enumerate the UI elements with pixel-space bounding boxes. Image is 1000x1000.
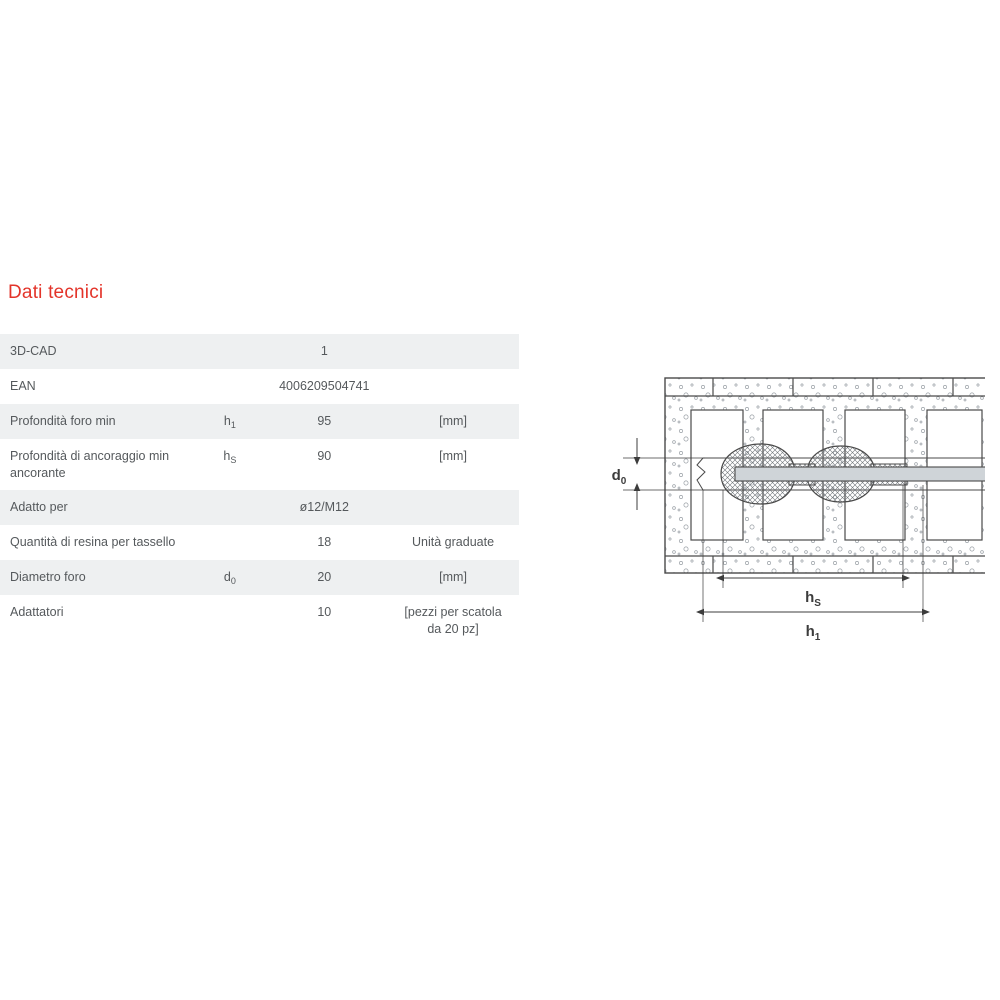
row-symbol (198, 595, 261, 647)
row-label: Adattatori (0, 595, 198, 647)
row-label: Adatto per (0, 490, 198, 525)
row-symbol-base: h (223, 448, 231, 463)
row-value: ø12/M12 (262, 490, 388, 525)
row-unit (387, 490, 519, 525)
row-symbol (198, 560, 261, 595)
table-row (0, 560, 519, 595)
diagram-svg (545, 360, 985, 650)
row-unit (387, 334, 519, 369)
row-unit-line1: [mm] (439, 448, 467, 463)
table-row (0, 525, 519, 560)
label-hs-base: h (805, 589, 815, 606)
table-row (0, 334, 519, 369)
row-symbol (198, 369, 261, 404)
row-value: 95 (262, 404, 388, 439)
label-d0-sub: 0 (620, 476, 627, 487)
row-symbol (198, 334, 261, 369)
label-d0 (612, 467, 627, 487)
row-symbol (198, 525, 261, 560)
row-label: Profondità di ancoraggio min ancorante (0, 439, 198, 491)
label-h1-sub: 1 (814, 632, 821, 643)
label-h1-base: h (805, 623, 815, 640)
row-unit (387, 560, 519, 595)
row-symbol-sub: 1 (230, 419, 236, 430)
row-unit (387, 595, 519, 647)
table-row (0, 439, 519, 491)
label-d0-base: d (611, 467, 621, 484)
table-row (0, 369, 519, 404)
row-symbol (198, 439, 261, 491)
anchor-installation-diagram (545, 360, 985, 650)
row-label: 3D-CAD (0, 334, 198, 369)
row-unit-line1: Unità graduate (412, 535, 495, 550)
row-value: 1 (262, 334, 388, 369)
row-symbol (198, 490, 261, 525)
row-unit (387, 404, 519, 439)
row-unit (387, 439, 519, 491)
row-value: 4006209504741 (262, 369, 388, 404)
row-symbol-base: h (223, 413, 231, 428)
row-unit (387, 525, 519, 560)
table-body (0, 334, 519, 647)
label-hs (805, 589, 821, 609)
row-symbol-sub: S (230, 454, 237, 465)
row-unit-line1: [mm] (439, 413, 467, 428)
row-unit (387, 369, 519, 404)
row-label: EAN (0, 369, 198, 404)
row-value: 90 (262, 439, 388, 491)
row-unit-line2: da 20 pz] (427, 621, 479, 636)
row-symbol-sub: 0 (230, 576, 236, 587)
table-row (0, 404, 519, 439)
table-row (0, 490, 519, 525)
label-hs-sub: S (814, 598, 821, 609)
row-unit-line1: [pezzi per scatola (404, 605, 502, 619)
row-value: 18 (262, 525, 388, 560)
row-value: 20 (262, 560, 388, 595)
row-symbol (198, 404, 261, 439)
row-symbol-base: d (223, 570, 231, 585)
row-unit-line1: [mm] (439, 570, 467, 585)
row-value: 10 (262, 595, 388, 647)
row-label: Profondità foro min (0, 404, 198, 439)
technical-data-table (0, 334, 519, 647)
table-row (0, 595, 519, 647)
page-title: Dati tecnici (8, 282, 104, 303)
label-h1 (806, 623, 821, 643)
row-label: Diametro foro (0, 560, 198, 595)
row-label: Quantità di resina per tassello (0, 525, 198, 560)
